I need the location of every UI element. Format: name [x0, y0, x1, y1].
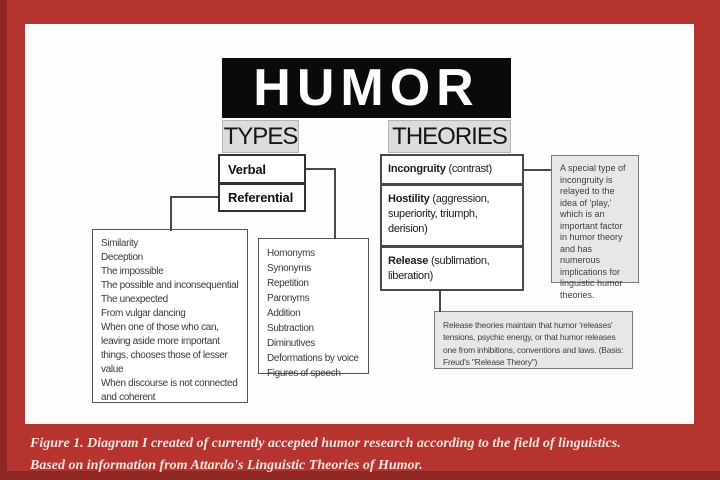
caption-line-2 — [30, 455, 710, 477]
list-item: The possible and inconsequential — [101, 280, 239, 291]
incongruity-name: Incongruity — [388, 163, 446, 175]
connector-verbal-vertical — [334, 168, 336, 239]
incongruity-theory-node — [380, 154, 524, 185]
types-label-text: TYPES — [223, 122, 298, 150]
list-item: Figures of speech — [267, 368, 341, 379]
figure-caption — [30, 433, 710, 478]
release-theory-node — [380, 246, 524, 291]
incongruity-note-text: A special type of incongruity is relayed to the idea of 'play,' which is an important factor in humor theory and has numerous implications for linguistic humor theories. — [560, 163, 626, 300]
verbal-examples-list — [258, 238, 369, 379]
list-item: The impossible — [101, 266, 164, 277]
referential-type-node — [218, 183, 306, 212]
list-item: The unexpected — [101, 294, 168, 305]
referential-examples-list — [92, 229, 248, 403]
release-note — [434, 311, 633, 369]
list-item: Addition — [267, 308, 301, 319]
list-item: Repetition — [267, 278, 309, 289]
caption-line-1: Figure 1. Diagram I created of currently accepted humor research according to the field of linguistics. — [30, 436, 621, 451]
hostility-detail: (aggression, superiority, triumph, derision) — [388, 193, 490, 235]
list-item: When discourse is not connected and coherent — [101, 378, 238, 403]
list-item: Subtraction — [267, 323, 314, 334]
book-title: Linguistic Theories of Humor — [246, 458, 420, 474]
list-item: Diminutives — [267, 338, 315, 349]
connector-referential-horizontal — [170, 196, 218, 198]
list-item: When one of those who can, leaving aside more important things, chooses those of lesser value — [101, 322, 228, 375]
verbal-type-node — [218, 154, 306, 184]
connector-release-note — [439, 290, 441, 312]
list-item: Paronyms — [267, 293, 310, 304]
list-item: Deformations by voice — [267, 353, 359, 364]
left-edge-band — [0, 0, 7, 480]
referential-label: Referential — [228, 190, 293, 205]
theories-branch-label — [388, 120, 511, 153]
types-branch-label — [222, 120, 299, 153]
connector-verbal-horizontal — [306, 168, 336, 170]
incongruity-detail: (contrast) — [445, 163, 492, 175]
humor-title: HUMOR — [253, 59, 480, 117]
incongruity-note — [551, 155, 639, 300]
connector-referential-vertical — [170, 196, 172, 231]
release-name: Release — [388, 255, 429, 267]
list-item: Homonyms — [267, 248, 315, 259]
theories-label-text: THEORIES — [392, 122, 507, 150]
release-detail: (sublimation, liberation) — [388, 255, 490, 282]
list-item: Synonyms — [267, 263, 311, 274]
caption-line2-prefix: Based on information from Attardo's — [30, 458, 247, 474]
list-item: Similarity — [101, 238, 139, 249]
connector-incongruity-note — [524, 169, 551, 171]
verbal-label: Verbal — [228, 161, 266, 177]
list-item: From vulgar dancing — [101, 308, 186, 319]
hostility-name: Hostility — [388, 193, 430, 205]
hostility-theory-node — [380, 184, 524, 247]
caption-line2-suffix: . — [419, 458, 423, 474]
list-item: Deception — [101, 252, 143, 263]
release-note-text: Release theories maintain that humor 'releases' tensions, psychic energy, or that humor releases one from inhibitions, conventions and laws. (Basis: Freud's "Release Theory") — [443, 320, 624, 367]
humor-root-node — [222, 58, 511, 118]
